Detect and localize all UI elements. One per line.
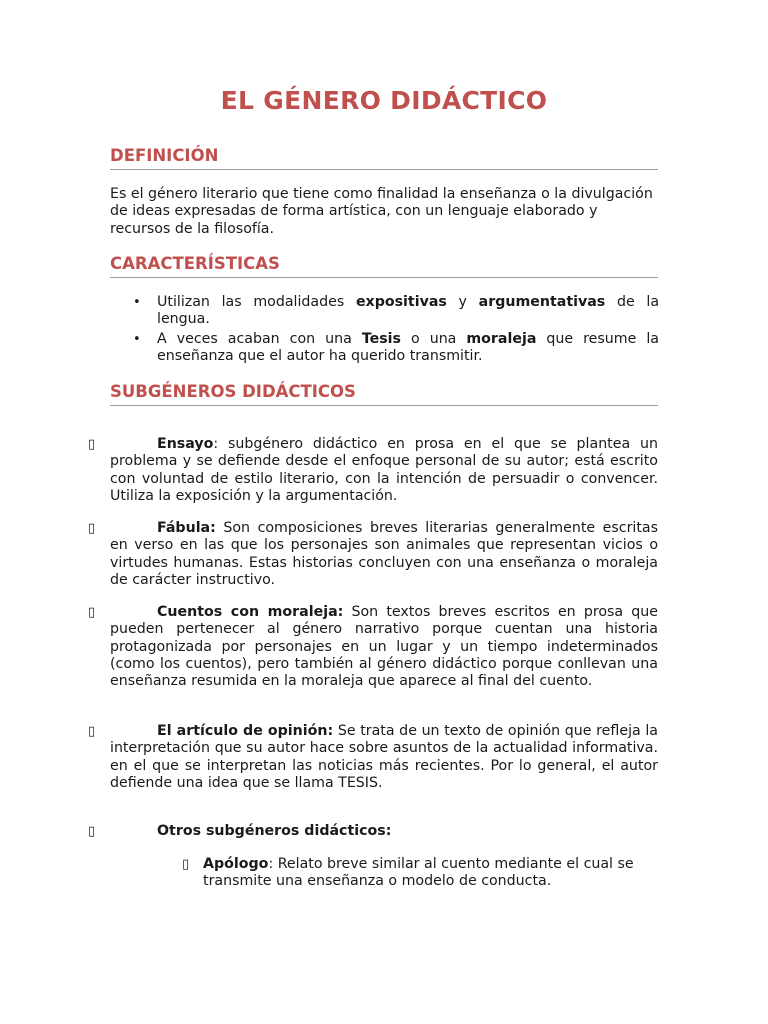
subgenero-item: Ensayo: subgénero didáctico en prosa en el que se plantea un problema y se defiende desde el enfoque personal de su autor; está escrito con voluntad de estilo literario, con la intención de persuadir o convencer. Utiliza la exposición y la argumentación. [110,436,659,504]
subgenero-item: Otros subgéneros didácticos: [157,823,392,839]
bullet-icon: • [133,295,141,310]
subgenero-item: El artículo de opinión: Se trata de un texto de opinión que refleja la interpretación que su autor hace sobre asuntos de la actualidad informativa. en el que se interpretan las noticias más recientes. Por lo general, el autor defiende una idea que se llama TESIS. [110,723,658,791]
subgenero-item: Fábula: Son composiciones breves literarias generalmente escritas en verso en las que los personajes son animales que representan vicios o virtudes humanas. Estas historias concluyen con una enseñanza o moraleja de carácter instructivo. [110,520,659,588]
bullet-icon: • [133,332,141,347]
subgenero-item: Cuentos con moraleja: Son textos breves escritos en prosa que pueden pertenecer al género narrativo porque cuentan una historia protagonizada por personajes en un lugar y un tiempo indeterminados (como los cuentos), pero también al género didáctico porque conllevan una enseñanza resumida en la moraleja que aparece al final del cuento. [110,604,658,690]
box-bullet-icon: ▯ [88,437,96,452]
document-title: EL GÉNERO DIDÁCTICO [220,86,548,115]
definicion-paragraph: Es el género literario que tiene como finalidad la enseñanza o la divulgación de ideas expresadas de forma artística, con un lenguaje elaborado y recursos de la filosofía. [110,186,653,237]
nested-subgenero-item: Apólogo: Relato breve similar al cuento mediante el cual se transmite una enseñanza o modelo de conducta. [203,856,634,890]
section-heading-caracteristicas: CARACTERÍSTICAS [110,254,658,278]
section-heading-subgeneros: SUBGÉNEROS DIDÁCTICOS [110,382,658,406]
section-heading-definicion: DEFINICIÓN [110,146,658,170]
list-item: A veces acaban con una Tesis o una moraleja que resume la enseñanza que el autor ha querido transmitir. [157,331,659,365]
box-bullet-icon: ▯ [88,824,96,839]
box-bullet-icon: ▯ [88,521,96,536]
box-bullet-icon: ▯ [88,724,96,739]
box-bullet-icon: ▯ [88,605,96,620]
list-item: Utilizan las modalidades expositivas y argumentativas de la lengua. [157,294,660,328]
box-bullet-icon: ▯ [182,857,190,872]
